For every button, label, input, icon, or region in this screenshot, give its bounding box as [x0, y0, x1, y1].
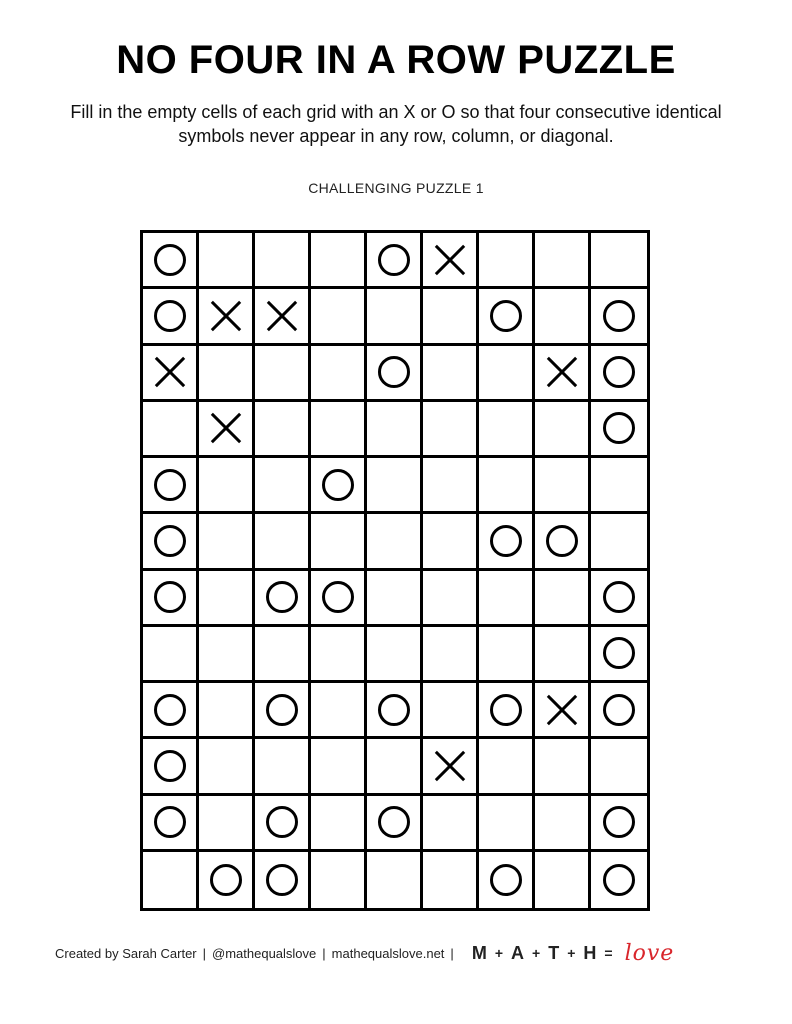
grid-cell-r6-c7	[479, 514, 535, 570]
grid-cell-r4-c7[interactable]	[479, 402, 535, 458]
grid-cell-r6-c8	[535, 514, 591, 570]
circle-o-icon	[546, 525, 578, 557]
grid-cell-r7-c3	[255, 571, 311, 627]
grid-cell-r3-c9	[591, 346, 647, 402]
circle-o-icon	[603, 864, 635, 896]
grid-cell-r5-c3[interactable]	[255, 458, 311, 514]
grid-cell-r9-c6[interactable]	[423, 683, 479, 739]
grid-cell-r9-c7	[479, 683, 535, 739]
logo-letter: T	[548, 942, 561, 963]
grid-cell-r3-c7[interactable]	[479, 346, 535, 402]
grid-cell-r10-c4[interactable]	[311, 739, 367, 795]
grid-cell-r10-c5[interactable]	[367, 739, 423, 795]
logo-letter: H	[583, 942, 598, 963]
circle-o-icon	[378, 806, 410, 838]
footer-separator: |	[202, 945, 207, 961]
grid-cell-r10-c1	[143, 739, 199, 795]
cross-x-icon	[435, 245, 465, 275]
grid-cell-r4-c6[interactable]	[423, 402, 479, 458]
grid-cell-r9-c3	[255, 683, 311, 739]
grid-cell-r4-c4[interactable]	[311, 402, 367, 458]
circle-o-icon	[266, 864, 298, 896]
circle-o-icon	[266, 581, 298, 613]
circle-o-icon	[603, 300, 635, 332]
grid-cell-r11-c4[interactable]	[311, 796, 367, 852]
grid-cell-r12-c6[interactable]	[423, 852, 479, 908]
page-title: NO FOUR IN A ROW PUZZLE	[116, 38, 676, 82]
grid-cell-r11-c2[interactable]	[199, 796, 255, 852]
grid-cell-r8-c3[interactable]	[255, 627, 311, 683]
circle-o-icon	[603, 694, 635, 726]
grid-cell-r12-c2	[199, 852, 255, 908]
grid-cell-r5-c9[interactable]	[591, 458, 647, 514]
footer-separator: |	[322, 945, 326, 961]
circle-o-icon	[154, 806, 186, 838]
puzzle-subtitle: CHALLENGING PUZZLE 1	[308, 180, 484, 196]
grid-cell-r3-c1	[143, 346, 199, 402]
logo-plus: +	[567, 945, 577, 961]
grid-cell-r5-c2[interactable]	[199, 458, 255, 514]
grid-cell-r2-c6[interactable]	[423, 289, 479, 345]
grid-cell-r10-c6	[423, 739, 479, 795]
grid-cell-r11-c8[interactable]	[535, 796, 591, 852]
grid-cell-r5-c8[interactable]	[535, 458, 591, 514]
grid-cell-r8-c5[interactable]	[367, 627, 423, 683]
cross-x-icon	[211, 413, 241, 443]
grid-cell-r8-c8[interactable]	[535, 627, 591, 683]
grid-cell-r12-c3	[255, 852, 311, 908]
circle-o-icon	[490, 300, 522, 332]
grid-cell-r6-c6[interactable]	[423, 514, 479, 570]
grid-cell-r10-c9[interactable]	[591, 739, 647, 795]
math-equals-love-logo	[472, 941, 674, 966]
puzzle-grid	[140, 230, 650, 911]
grid-cell-r11-c9	[591, 796, 647, 852]
circle-o-icon	[154, 694, 186, 726]
grid-cell-r3-c3[interactable]	[255, 346, 311, 402]
logo-plus: +	[532, 945, 542, 961]
grid-cell-r6-c5[interactable]	[367, 514, 423, 570]
grid-cell-r1-c9[interactable]	[591, 233, 647, 289]
grid-cell-r4-c8[interactable]	[535, 402, 591, 458]
grid-cell-r1-c1	[143, 233, 199, 289]
circle-o-icon	[210, 864, 242, 896]
grid-cell-r7-c8[interactable]	[535, 571, 591, 627]
circle-o-icon	[378, 694, 410, 726]
cross-x-icon	[155, 357, 185, 387]
grid-cell-r7-c5[interactable]	[367, 571, 423, 627]
grid-cell-r3-c5	[367, 346, 423, 402]
logo-letter: A	[511, 942, 525, 963]
footer-handle: @mathequalslove	[212, 945, 317, 961]
cross-x-icon	[211, 301, 241, 331]
circle-o-icon	[603, 637, 635, 669]
grid-cell-r11-c3	[255, 796, 311, 852]
circle-o-icon	[603, 412, 635, 444]
grid-cell-r9-c9	[591, 683, 647, 739]
circle-o-icon	[266, 806, 298, 838]
grid-cell-r12-c9	[591, 852, 647, 908]
grid-cell-r10-c2[interactable]	[199, 739, 255, 795]
grid-cell-r3-c4[interactable]	[311, 346, 367, 402]
grid-cell-r11-c5	[367, 796, 423, 852]
cross-x-icon	[547, 357, 577, 387]
cross-x-icon	[547, 695, 577, 725]
grid-cell-r7-c4	[311, 571, 367, 627]
grid-cell-r12-c4[interactable]	[311, 852, 367, 908]
grid-cell-r2-c7	[479, 289, 535, 345]
instructions-text: Fill in the empty cells of each grid with an X or O so that four consecutive identical symbols never appear in any row, column, or diagonal.	[70, 102, 722, 146]
grid-cell-r12-c8[interactable]	[535, 852, 591, 908]
logo-equals: =	[604, 945, 614, 961]
grid-cell-r7-c7[interactable]	[479, 571, 535, 627]
grid-cell-r4-c1[interactable]	[143, 402, 199, 458]
circle-o-icon	[154, 525, 186, 557]
footer-separator: |	[450, 945, 454, 961]
logo-love-word: love	[624, 940, 675, 966]
grid-cell-r4-c3[interactable]	[255, 402, 311, 458]
grid-cell-r10-c7[interactable]	[479, 739, 535, 795]
grid-cell-r5-c6[interactable]	[423, 458, 479, 514]
grid-cell-r3-c6[interactable]	[423, 346, 479, 402]
grid-cell-r2-c4[interactable]	[311, 289, 367, 345]
grid-cell-r2-c9	[591, 289, 647, 345]
circle-o-icon	[154, 469, 186, 501]
grid-cell-r11-c1	[143, 796, 199, 852]
grid-cell-r2-c8[interactable]	[535, 289, 591, 345]
circle-o-icon	[490, 864, 522, 896]
grid-cell-r7-c2[interactable]	[199, 571, 255, 627]
footer	[55, 938, 755, 968]
circle-o-icon	[603, 356, 635, 388]
grid-cell-r1-c6	[423, 233, 479, 289]
cross-x-icon	[267, 301, 297, 331]
grid-cell-r5-c7[interactable]	[479, 458, 535, 514]
grid-cell-r6-c9[interactable]	[591, 514, 647, 570]
grid-cell-r4-c5[interactable]	[367, 402, 423, 458]
grid-cell-r9-c8	[535, 683, 591, 739]
grid-cell-r2-c1	[143, 289, 199, 345]
grid-cell-r1-c2[interactable]	[199, 233, 255, 289]
grid-cell-r10-c8[interactable]	[535, 739, 591, 795]
footer-website[interactable]: mathequalslove.net	[331, 945, 445, 961]
grid-cell-r5-c5[interactable]	[367, 458, 423, 514]
grid-cell-r12-c7	[479, 852, 535, 908]
grid-cell-r9-c4[interactable]	[311, 683, 367, 739]
grid-cell-r3-c2[interactable]	[199, 346, 255, 402]
grid-cell-r5-c1	[143, 458, 199, 514]
grid-cell-r3-c8	[535, 346, 591, 402]
grid-cell-r12-c1[interactable]	[143, 852, 199, 908]
grid-cell-r4-c2	[199, 402, 255, 458]
grid-cell-r12-c5[interactable]	[367, 852, 423, 908]
logo-letter: M	[471, 942, 488, 963]
grid-cell-r11-c7[interactable]	[479, 796, 535, 852]
grid-cell-r6-c4[interactable]	[311, 514, 367, 570]
grid-cell-r5-c4	[311, 458, 367, 514]
grid-cell-r9-c1	[143, 683, 199, 739]
grid-cell-r6-c3[interactable]	[255, 514, 311, 570]
circle-o-icon	[154, 581, 186, 613]
grid-cell-r8-c6[interactable]	[423, 627, 479, 683]
grid-cell-r6-c1	[143, 514, 199, 570]
grid-cell-r8-c7[interactable]	[479, 627, 535, 683]
grid-cell-r7-c1	[143, 571, 199, 627]
grid-cell-r9-c2[interactable]	[199, 683, 255, 739]
grid-cell-r1-c8[interactable]	[535, 233, 591, 289]
grid-cell-r2-c3	[255, 289, 311, 345]
circle-o-icon	[322, 469, 354, 501]
grid-cell-r9-c5	[367, 683, 423, 739]
grid-cell-r1-c5	[367, 233, 423, 289]
circle-o-icon	[490, 694, 522, 726]
grid-cell-r1-c7[interactable]	[479, 233, 535, 289]
cross-x-icon	[435, 751, 465, 781]
grid-cell-r11-c6[interactable]	[423, 796, 479, 852]
circle-o-icon	[378, 244, 410, 276]
circle-o-icon	[603, 581, 635, 613]
grid-cell-r7-c9	[591, 571, 647, 627]
footer-credit: Created by Sarah Carter	[55, 945, 197, 961]
grid-cell-r8-c9	[591, 627, 647, 683]
circle-o-icon	[378, 356, 410, 388]
circle-o-icon	[154, 300, 186, 332]
grid-cell-r8-c2[interactable]	[199, 627, 255, 683]
logo-plus: +	[494, 945, 504, 961]
grid-cell-r10-c3[interactable]	[255, 739, 311, 795]
circle-o-icon	[490, 525, 522, 557]
grid-cell-r1-c3[interactable]	[255, 233, 311, 289]
grid-cell-r7-c6[interactable]	[423, 571, 479, 627]
grid-cell-r6-c2[interactable]	[199, 514, 255, 570]
grid-cell-r1-c4[interactable]	[311, 233, 367, 289]
circle-o-icon	[322, 581, 354, 613]
grid-cell-r2-c2	[199, 289, 255, 345]
grid-cell-r4-c9	[591, 402, 647, 458]
grid-cell-r8-c1[interactable]	[143, 627, 199, 683]
grid-cell-r8-c4[interactable]	[311, 627, 367, 683]
circle-o-icon	[154, 750, 186, 782]
circle-o-icon	[266, 694, 298, 726]
grid-cell-r2-c5[interactable]	[367, 289, 423, 345]
circle-o-icon	[154, 244, 186, 276]
circle-o-icon	[603, 806, 635, 838]
